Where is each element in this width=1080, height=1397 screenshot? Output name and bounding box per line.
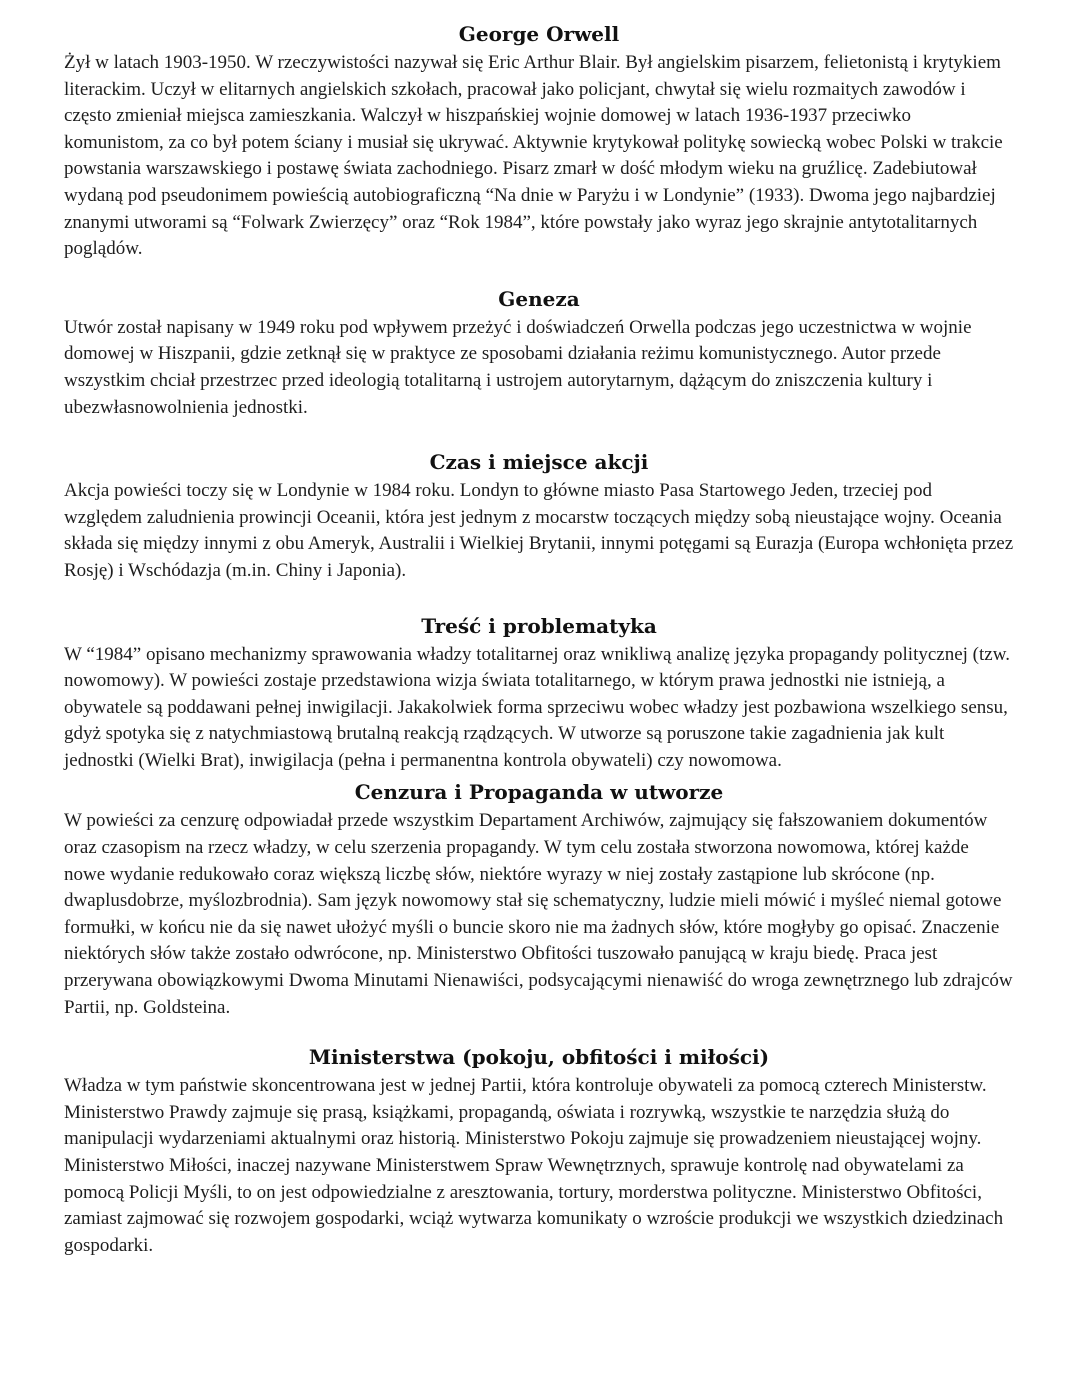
section-heading: George Orwell [458, 22, 620, 46]
section-heading: Treść i problematyka [421, 613, 657, 638]
section-heading: Czas i miejsce akcji [429, 450, 649, 475]
section-tresc-i-problematyka [64, 612, 1014, 775]
section-heading: Ministerstwa (pokoju, obfitości i miłości) [308, 1045, 770, 1070]
section-heading: Geneza [498, 286, 580, 311]
section-czas-i-miejsce-akcji [64, 448, 1014, 584]
section-geneza [64, 285, 1014, 421]
section-george-orwell [64, 20, 1014, 263]
section-paragraph: Żył w latach 1903-1950. W rzeczywistości nazywał się Eric Arthur Blair. Był angielskim pisarzem, felietonistą i krytykiem literackim. Uczył w elitarnych angielskich szkołach, pracował jako policjant, chwytał się wielu rozmaitych zawodów i często zmieniał miejsca zamieszkania. Walczył w hiszpańskiej wojnie domowej w latach 1936-1937 przeciwko komunistom, za co był potem ściany i musiał się ukrywać. Aktywnie krytykował politykę sowiecką wobec Polski w trakcie powstania warszawskiego i postawę świata zachodniego. Pisarz zmarł w dość młodym wieku na gruźlicę. Zadebiutował wydaną pod pseudonimem powieścią autobiograficzną “Na dnie w Paryżu i w Londynie” (1933). Dwoma jego najbardziej znanymi utworami są “Folwark Zwierzęcy” oraz “Rok 1984”, które powstały jako wyraz jego skrajnie antytotalitarnych poglądów. [64, 52, 1003, 260]
section-paragraph: W powieści za cenzurę odpowiadał przede wszystkim Departament Archiwów, zajmujący się fałszowaniem dokumentów oraz czasopism na rzecz władzy, w celu szerzenia propagandy. W tym celu została stworzona nowomowa, której każde nowe wydanie redukowało coraz większą liczbę słów, niektóre wyrazy w niej zostały zastąpione lub skrócone (np. dwaplusdobrze, myślozbrodnia). Sam język nowomowy stał się schematyczny, ludzie mieli mówić i myśleć niemal gotowe formułki, w końcu nie da się nawet ułożyć myśli o buncie skoro nie ma żadnych słów, które mogłyby go opisać. Znaczenie niektórych słów także zostało odwrócone, np. Ministerstwo Obfitości tuszowało panującą w kraju biedę. Praca jest przerywana obowiązkowymi Dwoma Minutami Nienawiści, podsycającymi nienawiść do wroga zewnętrznego lub zdrajców Partii, np. Goldsteina. [64, 810, 1013, 1018]
section-paragraph: Utwór został napisany w 1949 roku pod wpływem przeżyć i doświadczeń Orwella podczas jego uczestnictwa w wojnie domowej w Hiszpanii, gdzie zetknął się w praktyce ze sposobami działania reżimu komunistycznego. Autor przede wszystkim chciał przestrzec przed ideologią totalitarną i ustrojem autorytarnym, dążącym do zniszczenia kultury i ubezwłasnowolnienia jednostki. [64, 316, 972, 418]
section-paragraph: Władza w tym państwie skoncentrowana jest w jednej Partii, która kontroluje obywateli za pomocą czterech Ministerstw. Ministerstwo Prawdy zajmuje się prasą, książkami, propagandą, oświata i rozrywką, wszystkie te narzędzia służą do manipulacji wydarzeniami aktualnymi oraz historią. Ministerstwo Pokoju zajmuje się prowadzeniem nieustającej wojny. Ministerstwo Miłości, inaczej nazywane Ministerstwem Spraw Wewnętrznych, sprawuje kontrolę nad obywatelami za pomocą Policji Myśli, to on jest odpowiedzialne z aresztowania, tortury, morderstwa polityczne. Ministerstwo Obfitości, zamiast zajmować się rozwojem gospodarki, wciąż wytwarza komunikaty o wzroście produkcji we wszystkich dziedzinach gospodarki. [64, 1075, 1004, 1256]
section-paragraph: W “1984” opisano mechanizmy sprawowania władzy totalitarnej oraz wnikliwą analizę języka propagandy politycznej (tzw. nowomowy). W powieści zostaje przedstawiona wizja świata totalitarnego, w którym prawa jednostki nie istnieją, a obywatele są poddawani pełnej inwigilacji. Jakakolwiek forma sprzeciwu wobec władzy jest pozbawiona wszelkiego sensu, gdyż spotyka się z natychmiastową brutalną reakcją rządzących. W utworze są poruszone takie zagadnienia jak kult jednostki (Wielki Brat), inwigilacja (pełna i permanentna kontrola obywateli) czy nowomowa. [64, 643, 1010, 771]
section-cenzura-i-propaganda [64, 778, 1014, 1021]
section-ministerstwa [64, 1043, 1014, 1259]
document-page [64, 18, 1014, 1259]
section-heading: Cenzura i Propaganda w utworze [354, 780, 724, 805]
section-paragraph: Akcja powieści toczy się w Londynie w 1984 roku. Londyn to główne miasto Pasa Startowego Jeden, trzeciej pod względem zaludnienia prowincji Oceanii, która jest jednym z mocarstw toczących między sobą nieustające wojny. Oceania składa się między innymi z obu Ameryk, Australii i Wielkiej Brytanii, innymi potęgami są Eurazja (Europa wchłonięta przez Rosję) i Wschódazja (m.in. Chiny i Japonia). [64, 480, 1014, 581]
